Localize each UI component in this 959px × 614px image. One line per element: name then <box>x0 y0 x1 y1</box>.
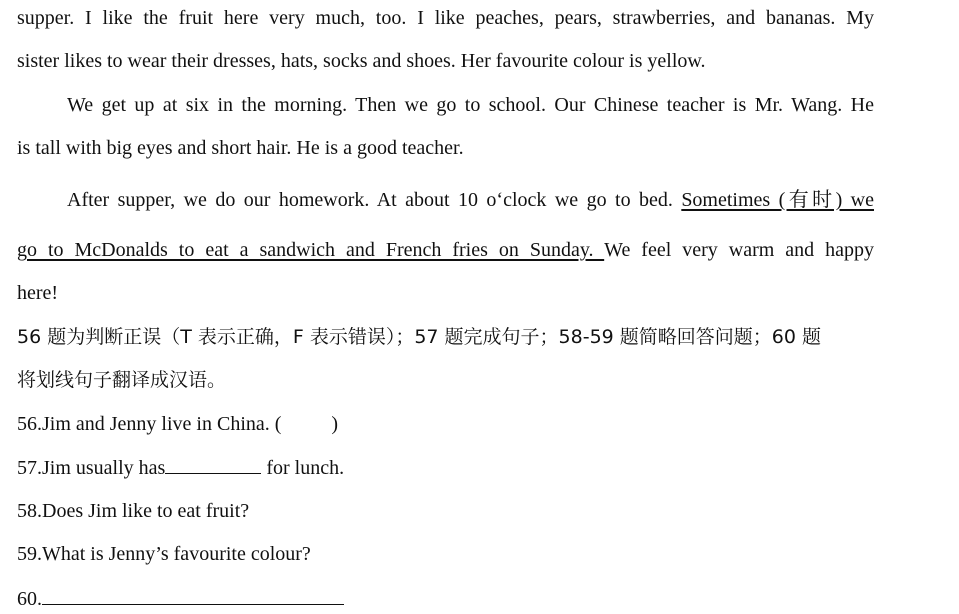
passage-line <box>17 188 874 212</box>
passage-text: We feel very warm and happy <box>604 239 875 261</box>
answer-blank-60[interactable] <box>42 586 344 605</box>
underlined-sentence-end: go to McDonalds to eat a sandwich and French fries on Sunday. <box>17 239 605 261</box>
question-60 <box>17 586 874 611</box>
question-paren-close: ) <box>331 413 339 435</box>
instruction-line: 将划线句子翻译成汉语。 <box>17 369 227 391</box>
question-57 <box>17 455 874 480</box>
passage-line: is tall with big eyes and short hair. He is a good teacher. <box>17 137 464 159</box>
answer-blank-57[interactable] <box>165 455 261 474</box>
underlined-sentence-start: Sometimes (有时) we <box>681 189 874 211</box>
question-text-after: for lunch. <box>261 457 345 479</box>
question-text: 56.Jim and Jenny live in China. ( <box>17 413 282 435</box>
passage-line: here! <box>17 282 59 304</box>
question-59: 59.What is Jenny’s favourite colour? <box>17 543 311 565</box>
question-text: 57.Jim usually has <box>17 457 166 479</box>
question-58: 58.Does Jim like to eat fruit? <box>17 500 250 522</box>
passage-text: After supper, we do our homework. At about 10 o‘clock we go to bed. <box>67 189 682 211</box>
instruction-line: 56 题为判断正误（T 表示正确，F 表示错误）；57 题完成句子；58-59 题简略回答问题；60 题 <box>17 326 822 348</box>
passage-line <box>17 238 874 262</box>
passage-line: supper. I like the fruit here very much, too. I like peaches, pears, strawberries, and bananas. My <box>17 7 874 29</box>
passage-line: sister likes to wear their dresses, hats, socks and shoes. Her favourite colour is yellow. <box>17 50 706 72</box>
passage-line: We get up at six in the morning. Then we go to school. Our Chinese teacher is Mr. Wang. He <box>67 94 874 116</box>
question-number: 60. <box>17 588 42 610</box>
question-56 <box>17 412 874 436</box>
